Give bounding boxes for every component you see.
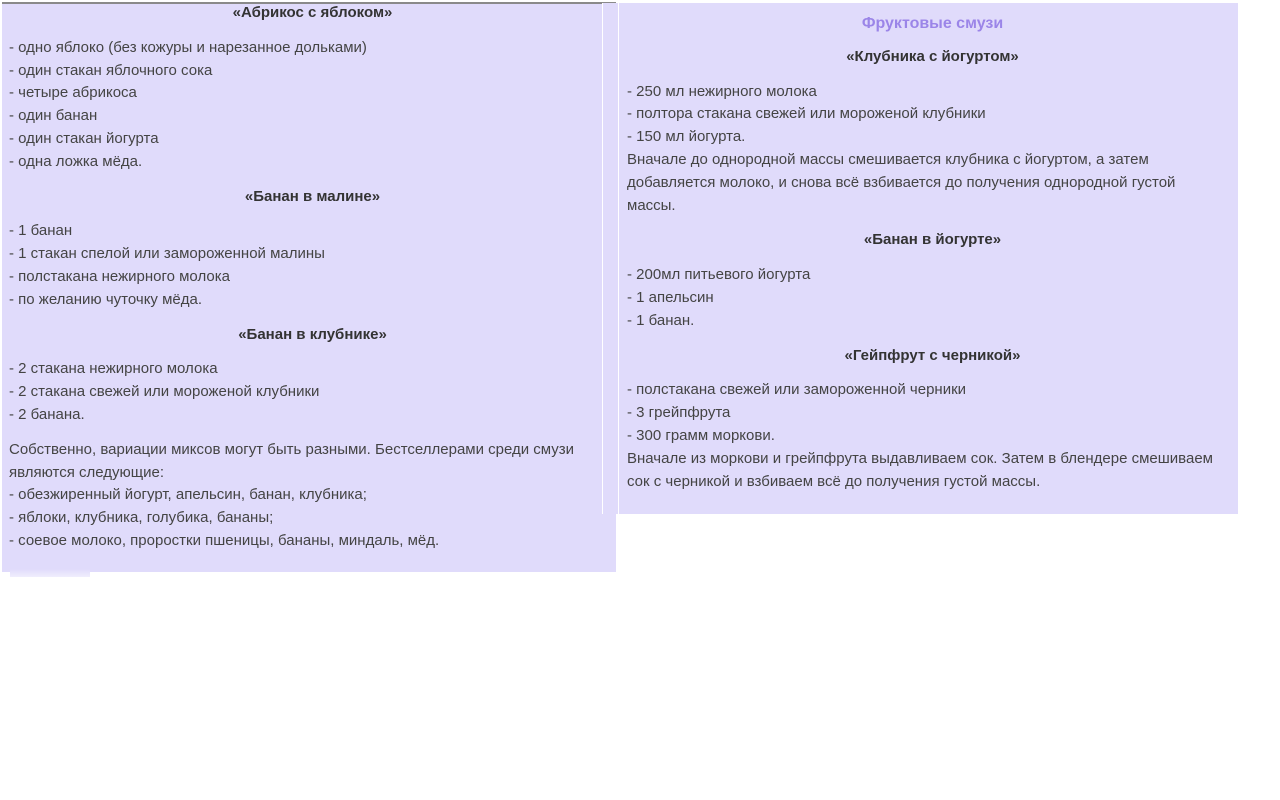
ingredient-list-banana-yogurt bbox=[627, 264, 1238, 332]
list-item: - полтора стакана свежей или мороженой клубники bbox=[627, 105, 986, 123]
list-item: - 1 банан bbox=[9, 222, 73, 240]
list-item: - 1 стакан спелой или замороженной малины bbox=[9, 245, 325, 263]
recipe-title-strawberry-yogurt: «Клубника с йогуртом» bbox=[846, 47, 1019, 65]
recipe-title-apricot-apple: «Абрикос с яблоком» bbox=[232, 4, 393, 21]
list-item: - по желанию чуточку мёда. bbox=[9, 290, 203, 308]
list-item: - один банан bbox=[9, 107, 98, 125]
ingredient-list-apricot-apple bbox=[9, 37, 616, 174]
list-item: - полстакана свежей или замороженной черники bbox=[627, 381, 967, 399]
list-item: - один стакан йогурта bbox=[9, 129, 159, 147]
list-item: - 2 банана. bbox=[9, 405, 85, 423]
ingredient-list-grapefruit-blueberry bbox=[627, 379, 1238, 493]
list-item: - один стакан яблочного сока bbox=[9, 61, 213, 79]
faded-text-remnant bbox=[10, 569, 90, 577]
summary-intro: Собственно, вариации миксов могут быть разными. Бестселлерами среди смузи являются следующие: bbox=[9, 440, 575, 481]
list-item: - 2 стакана свежей или мороженой клубники bbox=[9, 383, 320, 401]
list-item: - 200мл питьевого йогурта bbox=[627, 266, 811, 284]
right-panel-content bbox=[618, 3, 1238, 514]
ingredient-list-strawberry-yogurt bbox=[627, 81, 1238, 218]
right-recipe-panel bbox=[602, 3, 1241, 514]
list-item: - 250 мл нежирного молока bbox=[627, 82, 817, 100]
recipe-instructions: Вначале до однородной массы смешивается клубника с йогуртом, а затем добавляется молоко, и снова всё взбивается до получения однородной густой массы. bbox=[627, 150, 1176, 214]
list-item: - 1 апельсин bbox=[627, 288, 714, 306]
list-item: - соевое молоко, проростки пшеницы, бананы, миндаль, мёд. bbox=[9, 531, 440, 549]
bestsellers-summary bbox=[9, 439, 609, 553]
ingredient-list-banana-strawberry bbox=[9, 358, 616, 426]
list-item: - 300 грамм моркови. bbox=[627, 426, 775, 444]
list-item: - одно яблоко (без кожуры и нарезанное дольками) bbox=[9, 38, 367, 56]
left-recipe-panel bbox=[2, 2, 616, 572]
list-item: - четыре абрикоса bbox=[9, 84, 137, 102]
list-item: - 1 банан. bbox=[627, 311, 695, 329]
recipe-title-banana-raspberry: «Банан в малине» bbox=[244, 187, 381, 205]
list-item: - 150 мл йогурта. bbox=[627, 128, 746, 146]
list-item: - яблоки, клубника, голубика, бананы; bbox=[9, 509, 274, 527]
recipe-title-banana-yogurt: «Банан в йогурте» bbox=[863, 231, 1002, 249]
section-title-fruit-smoothies: Фруктовые смузи bbox=[861, 15, 1004, 32]
list-item: - 2 стакана нежирного молока bbox=[9, 360, 218, 378]
recipe-instructions: Вначале из моркови и грейпфрута выдавливаем сок. Затем в блендере смешиваем сок с черникой и взбиваем всё до получения густой массы. bbox=[627, 449, 1213, 490]
recipe-title-grapefruit-blueberry: «Гейпфрут с черникой» bbox=[844, 346, 1021, 364]
recipe-title-banana-strawberry: «Банан в клубнике» bbox=[238, 325, 387, 343]
list-item: - полстакана нежирного молока bbox=[9, 267, 230, 285]
list-item: - 3 грейпфрута bbox=[627, 404, 731, 422]
list-item: - обезжиренный йогурт, апельсин, банан, клубника; bbox=[9, 486, 367, 504]
ingredient-list-banana-raspberry bbox=[9, 220, 616, 311]
list-item: - одна ложка мёда. bbox=[9, 152, 143, 170]
